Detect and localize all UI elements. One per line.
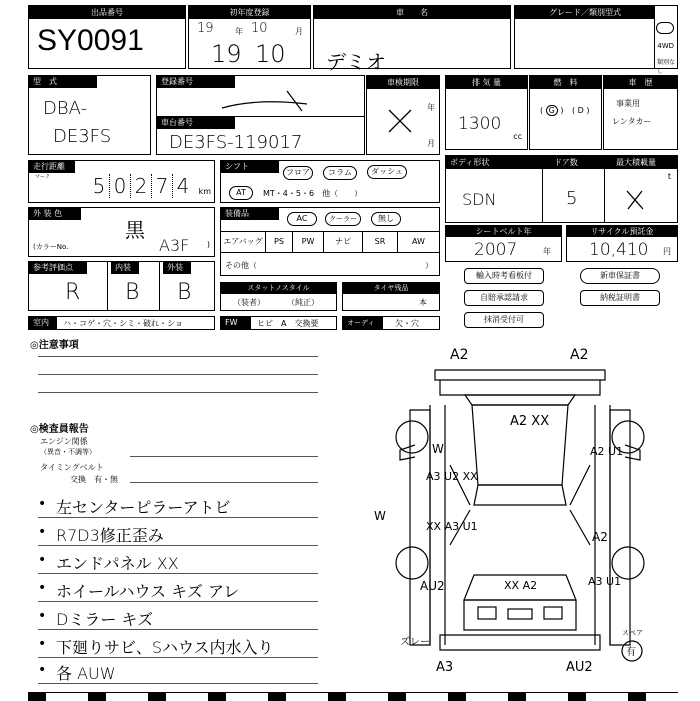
inspection-year-unit: 年 bbox=[427, 103, 435, 112]
model-type-box bbox=[28, 75, 151, 155]
car-name-label: 車 名 bbox=[314, 6, 510, 19]
note-line bbox=[38, 573, 318, 574]
note-line bbox=[38, 683, 318, 684]
exterior-score-value: B bbox=[177, 280, 192, 305]
mileage-digits bbox=[89, 174, 193, 198]
equipment-pw: PW bbox=[293, 232, 324, 252]
chassis-value: DE3FS-119017 bbox=[169, 132, 303, 153]
capacity-cross-mark bbox=[624, 188, 646, 212]
shift-label: シフト bbox=[221, 161, 279, 173]
equipment-row2 bbox=[221, 231, 439, 253]
grade-option-4wd: 4WD bbox=[657, 42, 674, 50]
start-style-box bbox=[220, 282, 337, 311]
stock-number-label: 出品番号 bbox=[29, 6, 185, 19]
caution-line bbox=[38, 374, 318, 375]
mileage-label: 走行距離 bbox=[29, 161, 75, 173]
engine-line bbox=[130, 456, 318, 457]
grade-option-none: 類別なし bbox=[657, 59, 676, 75]
equipment-other-close: ） bbox=[425, 261, 433, 270]
interior-score-label: 内装 bbox=[111, 262, 139, 274]
mileage-digit: 4 bbox=[176, 174, 190, 198]
equipment-ps: PS bbox=[266, 232, 293, 252]
note-bullet: • bbox=[38, 496, 47, 512]
engine-sub: （異音・不調等） bbox=[40, 448, 96, 456]
usage-option-business: 事業用 bbox=[616, 99, 640, 108]
note-item: 下廻りサビ、Sハウス内水入り bbox=[56, 638, 274, 657]
caution-heading: ◎注意事項 bbox=[30, 340, 79, 351]
note-item: 左センターピラーアトビ bbox=[56, 498, 231, 517]
grade-logo-icon bbox=[656, 22, 674, 34]
fuel-box bbox=[529, 75, 602, 150]
score-divider-1 bbox=[107, 262, 108, 310]
recycle-value: 10,410 bbox=[589, 240, 649, 260]
inspection-month-unit: 月 bbox=[427, 139, 435, 148]
shift-at: AT bbox=[229, 186, 253, 200]
registration-box bbox=[156, 75, 365, 155]
zurei-label: ズレー bbox=[400, 637, 430, 648]
body-divider-1 bbox=[542, 156, 543, 222]
doors-value: 5 bbox=[566, 188, 578, 209]
first-registration-box bbox=[188, 5, 311, 69]
start-style-option-1: （装者） bbox=[233, 298, 265, 307]
note-line bbox=[38, 601, 318, 602]
note-line bbox=[38, 629, 318, 630]
damage-mark: XX A2 bbox=[504, 579, 538, 592]
seatbelt-box bbox=[445, 225, 562, 262]
damage-mark: AU2 bbox=[566, 660, 593, 675]
damage-mark: A2 bbox=[592, 530, 608, 544]
body-shape-value: SDN bbox=[462, 190, 497, 209]
exterior-color-label: 外 装 色 bbox=[29, 208, 81, 220]
tire-unit: 本 bbox=[419, 298, 427, 307]
model-type-line1: DBA- bbox=[43, 98, 88, 119]
spare-label: スペア bbox=[622, 629, 643, 637]
damage-mark: W bbox=[432, 442, 444, 456]
doc-tax-cert: 納税証明書 bbox=[580, 290, 660, 306]
damage-mark: AU2 bbox=[420, 579, 445, 593]
score-box bbox=[28, 261, 215, 311]
shift-box bbox=[220, 160, 440, 203]
exterior-score-label: 外装 bbox=[163, 262, 191, 274]
car-damage-diagram bbox=[370, 345, 670, 690]
engine-label: エンジン関係 bbox=[40, 437, 88, 446]
displacement-box bbox=[445, 75, 528, 150]
damage-mark: A2 U1 bbox=[590, 445, 624, 458]
equipment-sr: SR bbox=[363, 232, 398, 252]
note-item: Dミラー キズ bbox=[56, 610, 154, 629]
score-divider-2 bbox=[159, 262, 160, 310]
grade-label: グレード／類別型式 bbox=[515, 6, 655, 19]
inspection-label: 車検期限 bbox=[367, 76, 439, 89]
equipment-other: その他（ bbox=[225, 261, 257, 270]
recycle-unit: 円 bbox=[663, 247, 671, 256]
equipment-label: 装備品 bbox=[221, 208, 279, 220]
score-value: R bbox=[65, 280, 81, 305]
fw-row-label: FW bbox=[221, 317, 251, 329]
first-reg-month-unit: 月 bbox=[295, 27, 303, 36]
first-reg-year-hand: 19 bbox=[211, 40, 242, 68]
damage-mark: A3 U1 bbox=[588, 575, 622, 588]
audio-row-label: オーディオ bbox=[343, 317, 383, 329]
audio-row-text: 欠・穴 bbox=[395, 319, 419, 328]
mileage-mark-label: マーク bbox=[35, 174, 51, 180]
recycle-label: リサイクル預託金 bbox=[567, 226, 677, 237]
doc-import-sign: 輸入時考看板付 bbox=[464, 268, 544, 284]
usage-option-rental: レンタカー bbox=[612, 117, 652, 126]
note-bullet: • bbox=[38, 552, 47, 568]
body-shape-box bbox=[445, 155, 678, 223]
doc-warranty: 新車保証書 bbox=[580, 268, 660, 284]
registration-scribble bbox=[217, 86, 337, 116]
tire-label: タイヤ残品 bbox=[343, 283, 439, 294]
inspection-box bbox=[366, 75, 440, 155]
note-item: エンドパネル XX bbox=[56, 554, 179, 573]
note-bullet: • bbox=[38, 662, 47, 678]
damage-mark: W bbox=[374, 509, 386, 523]
equipment-aw: AW bbox=[412, 237, 425, 246]
first-reg-month-top: 10 bbox=[251, 21, 268, 36]
equipment-box bbox=[220, 207, 440, 276]
start-style-label: スタットノスタイル bbox=[221, 283, 336, 294]
model-type-line2: DE3FS bbox=[53, 126, 112, 147]
spare-value: 有 bbox=[626, 647, 636, 658]
mileage-digit: 5 bbox=[89, 174, 110, 198]
caution-line bbox=[38, 356, 318, 357]
doc-cancellation: 抹消受付可 bbox=[464, 312, 544, 328]
displacement-unit: cc bbox=[513, 132, 522, 141]
mileage-digit: 7 bbox=[152, 174, 173, 198]
tire-box bbox=[342, 282, 440, 311]
first-reg-year-top: 19 bbox=[197, 21, 214, 36]
exterior-color-value: 黒 bbox=[125, 218, 145, 242]
car-name-box bbox=[313, 5, 511, 74]
color-code-close: ) bbox=[206, 240, 210, 249]
displacement-label: 排 気 量 bbox=[446, 76, 527, 89]
note-bullet: • bbox=[38, 580, 47, 596]
start-style-option-2: （純正） bbox=[287, 298, 319, 307]
fuel-option-g: ( G ) bbox=[540, 106, 564, 115]
timing-label: タイミングベルト bbox=[40, 463, 104, 472]
equipment-cooler: クーラー bbox=[325, 212, 361, 226]
usage-label: 車 歴 bbox=[604, 76, 677, 89]
seatbelt-value: 2007 bbox=[474, 240, 518, 260]
equipment-ac: AC bbox=[287, 212, 317, 226]
shift-column: コラム bbox=[323, 166, 357, 180]
color-code-value: A3F bbox=[159, 236, 190, 255]
mileage-box bbox=[28, 160, 215, 203]
seatbelt-unit: 年 bbox=[543, 247, 551, 256]
body-divider-2 bbox=[604, 156, 605, 222]
interior-row bbox=[28, 316, 215, 330]
equipment-none: 無し bbox=[371, 212, 401, 226]
stock-number-box bbox=[28, 5, 186, 69]
inspection-cross-mark bbox=[385, 106, 415, 136]
damage-mark: A2 XX bbox=[510, 414, 550, 429]
shift-floor: フロア bbox=[283, 166, 313, 180]
damage-mark: XX A3 U1 bbox=[426, 520, 478, 533]
first-registration-label: 初年度登録 bbox=[189, 6, 310, 19]
note-line bbox=[38, 545, 318, 546]
fw-row-text: ヒビ A 交換要 bbox=[257, 319, 319, 328]
mileage-digit: 0 bbox=[110, 174, 131, 198]
seatbelt-label: シートベルト年 bbox=[446, 226, 561, 237]
caution-line bbox=[38, 392, 318, 393]
note-bullet: • bbox=[38, 524, 47, 540]
mileage-digit: 2 bbox=[131, 174, 152, 198]
capacity-unit: t bbox=[667, 172, 671, 181]
chassis-label: 車台番号 bbox=[157, 117, 235, 129]
model-type-label: 型 式 bbox=[29, 76, 97, 88]
equipment-navi: ナビ bbox=[324, 232, 363, 252]
note-item: R7D3修正歪み bbox=[56, 526, 164, 545]
shift-mt-row: MT・4・5・6 他（ ） bbox=[263, 189, 363, 198]
body-shape-label: ボディ形状 bbox=[450, 158, 490, 167]
damage-mark: A2 bbox=[570, 347, 589, 363]
damage-mark: A3 bbox=[436, 660, 454, 675]
fuel-label: 燃 料 bbox=[530, 76, 601, 89]
timing-sub: 交換 有・無 bbox=[70, 475, 118, 484]
usage-box bbox=[603, 75, 678, 150]
fw-row bbox=[220, 316, 337, 330]
displacement-value: 1300 bbox=[458, 114, 502, 134]
fuel-option-d: ( D ) bbox=[572, 106, 590, 115]
stock-number-value: SY0091 bbox=[37, 24, 144, 57]
note-item: ホイールハウス キズ アレ bbox=[56, 582, 240, 601]
color-code-label: (カラーNo. bbox=[33, 243, 69, 251]
equipment-airbag: エアバッグ bbox=[221, 232, 266, 252]
note-item: 各 AUW bbox=[56, 664, 116, 683]
note-line bbox=[38, 657, 318, 658]
car-name-value: デミオ bbox=[326, 50, 386, 74]
doors-label: ドア数 bbox=[554, 158, 578, 167]
note-bullet: • bbox=[38, 608, 47, 624]
exterior-color-box bbox=[28, 207, 215, 257]
timing-line bbox=[130, 482, 318, 483]
interior-score-value: B bbox=[125, 280, 140, 305]
registration-label: 登録番号 bbox=[157, 76, 235, 88]
first-reg-month-hand: 10 bbox=[255, 40, 286, 68]
first-reg-year-unit: 年 bbox=[235, 27, 243, 36]
shift-dash: ダッシュ bbox=[367, 165, 407, 179]
damage-mark: A3 U2 XX bbox=[426, 470, 478, 483]
capacity-label: 最大積載量 bbox=[616, 158, 656, 167]
score-label: 参考評価点 bbox=[29, 262, 87, 274]
damage-mark: A2 bbox=[450, 347, 469, 363]
note-bullet: • bbox=[38, 636, 47, 652]
doc-insurance: 自賠承認請求 bbox=[464, 290, 544, 306]
mileage-unit: km bbox=[198, 187, 211, 196]
note-line bbox=[38, 517, 318, 518]
audio-row bbox=[342, 316, 440, 339]
interior-row-text: ハ・コゲ・穴・シミ・破れ・ショ bbox=[63, 319, 183, 328]
recycle-box bbox=[566, 225, 678, 262]
grade-box bbox=[514, 5, 678, 75]
inspector-heading: ◎検査員報告 bbox=[30, 424, 89, 435]
interior-row-label: 室内 bbox=[29, 317, 57, 329]
